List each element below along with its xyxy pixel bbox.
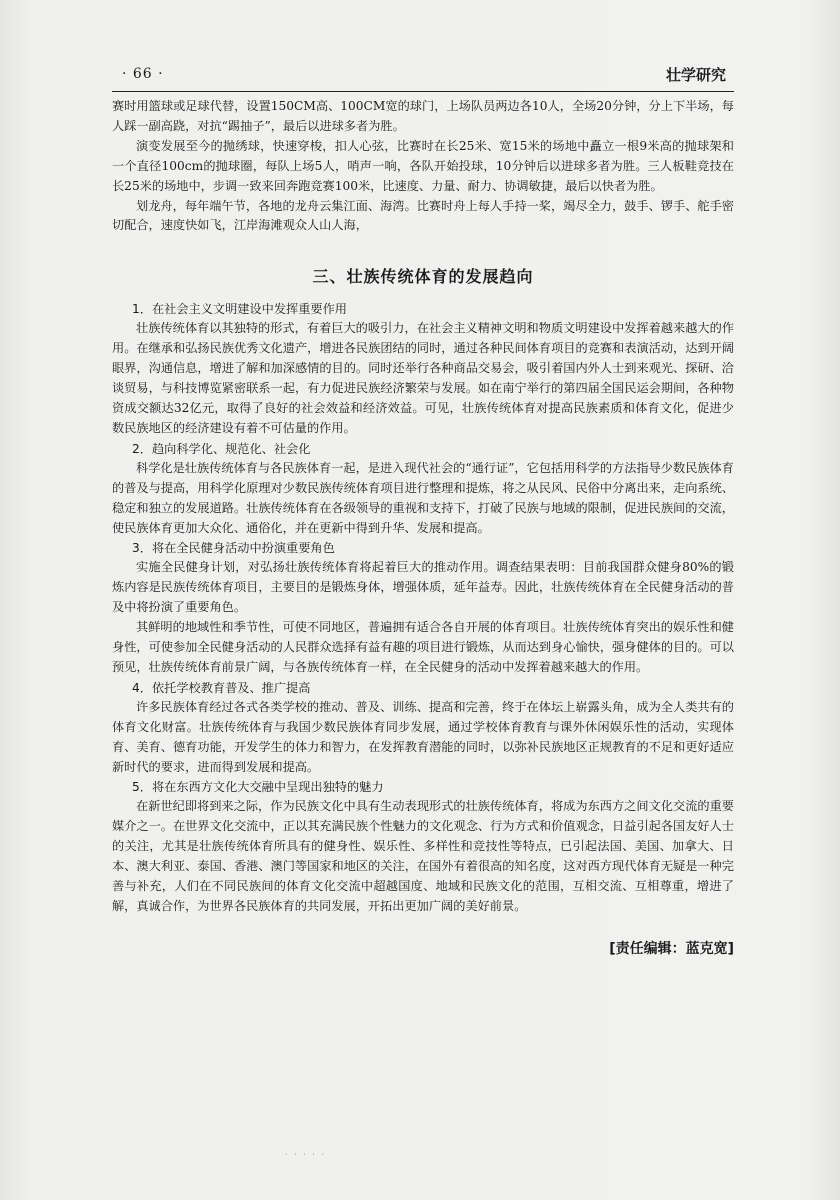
subsection-heading-3: 3．将在全民健身活动中扮演重要角色	[132, 541, 335, 556]
journal-title: 壮学研究	[665, 66, 726, 84]
section-title: 三、壮族传统体育的发展趋向	[312, 267, 534, 287]
editor-credit: [责任编辑：蓝克宽]	[609, 941, 734, 957]
page-number: · 66 ·	[122, 66, 164, 82]
subsection-heading-1: 1．在社会主义文明建设中发挥重要作用	[132, 302, 347, 317]
intro-paragraph-1: 赛时用篮球或足球代替，设置150CM高、100CM宽的球门，上场队员两边各10人，全场20分钟，分上下半场，每人踩一副高跷，对抗“踢抽子”，最后以进球多者为胜。	[112, 99, 734, 133]
subsection-4-paragraph-1: 许多民族体育经过各式各类学校的推动、普及、训练、提高和完善，终于在体坛上崭露头角，成为全人类共有的体育文化财富。壮族传统体育与我国少数民族体育同步发展，通过学校体育教育与课外休闲娱乐性的活动，实现体育、美育、德育功能，开发学生的体力和智力，在发挥教育潜能的同时，以弥补民族地区正规教育的不足和更好适应新时代的要求，进而得到发展和提高。	[112, 699, 734, 774]
scan-speckles: · · · · ·	[285, 1150, 326, 1159]
subsection-heading-5: 5．将在东西方文化大交融中呈现出独特的魅力	[132, 780, 384, 795]
article-body	[112, 97, 734, 917]
intro-paragraph-2: 演变发展至今的抛绣球，快速穿梭，扣人心弦，比赛时在长25米、宽15米的场地中矗立一根9米高的抛球架和一个直径100cm的抛球圈，每队上场5人，哨声一响，各队开始投球，10分钟后以进球多者为胜。三人板鞋竞技在长25米的场地中，步调一致来回奔跑竞赛100米，比速度、力量、耐力、协调敏捷，最后以快者为胜。	[112, 138, 734, 193]
subsection-5-paragraph-1: 在新世纪即将到来之际，作为民族文化中具有生动表现形式的壮族传统体育，将成为东西方之间文化交流的重要媒介之一。在世界文化交流中，正以其充满民族个性魅力的文化观念、行为方式和价值观念，日益引起各国友好人士的关注，尤其是壮族传统体育所具有的健身性、娱乐性、多样性和竞技性等特点，已引起法国、美国、加拿大、日本、澳大利亚、泰国、香港、澳门等国家和地区的关注，在国外有着很高的知名度，这对西方现代体育无疑是一种完善与补充，人们在不同民族间的体育文化交流中超越国度、地域和民族文化的范围，互相交流、互相尊重，增进了解，真诚合作，为世界各民族体育的共同发展，开拓出更加广阔的美好前景。	[112, 799, 734, 913]
subsection-heading-2: 2．趋向科学化、规范化、社会化	[132, 441, 311, 456]
page-header	[112, 62, 732, 90]
header-rule	[112, 91, 734, 92]
subsection-1-paragraph-1: 壮族传统体育以其独特的形式，有着巨大的吸引力，在社会主义精神文明和物质文明建设中发挥着越来越大的作用。在继承和弘扬民族优秀文化遗产，增进各民族团结的同时，通过各种民间体育项目的竞赛和表演活动，达到开阔眼界，沟通信息，增进了解和加深感情的目的。同时还举行各种商品交易会，吸引着国内外人士到来观光、探研、洽谈贸易，与科技博览紧密联系一起，有力促进民族经济繁荣与发展。如在南宁举行的第四届全国民运会期间，各种物资成交额达32亿元，取得了良好的社会效益和经济效益。可见，壮族传统体育对提高民族素质和体育文化，促进少数民族地区的经济建设有着不可估量的作用。	[112, 321, 734, 435]
subsection-3-paragraph-2: 其鲜明的地域性和季节性，可使不同地区，普遍拥有适合各自开展的体育项目。壮族传统体育突出的娱乐性和健身性，可使参加全民健身活动的人民群众选择有益有趣的项目进行锻炼，从而达到身心愉快，强身健体的目的。可以预见，壮族传统体育前景广阔，与各族传统体育一样，在全民健身的活动中发挥着越来越大的作用。	[112, 620, 734, 674]
intro-paragraph-3: 划龙舟，每年端午节，各地的龙舟云集江面、海湾。比赛时舟上每人手持一桨，竭尽全力，鼓手、锣手、舵手密切配合，速度快如飞，江岸海滩观众人山人海，	[112, 198, 734, 233]
subsection-heading-4: 4．依托学校教育普及、推广提高	[132, 680, 311, 695]
subsection-3-paragraph-1: 实施全民健身计划，对弘扬壮族传统体育将起着巨大的推动作用。调查结果表明：目前我国群众健身80%的锻炼内容是民族传统体育项目，主要目的是锻炼身体，增强体质，延年益寿。因此，壮族传统体育在全民健身活动的普及中将扮演了重要角色。	[112, 560, 734, 615]
subsection-2-paragraph-1: 科学化是壮族传统体育与各民族体育一起，是进入现代社会的“通行证”，它包括用科学的方法指导少数民族体育的普及与提高，用科学化原理对少数民族传统体育项目进行整理和提炼，将之从民风、民俗中分离出来，走向系统、稳定和独立的发展道路。壮族传统体育在各级领导的重视和支持下，打破了民族与地域的限制，促进民族间的交流，使民族体育更加大众化、通俗化，并在更新中得到升华、发展和提高。	[112, 460, 734, 535]
